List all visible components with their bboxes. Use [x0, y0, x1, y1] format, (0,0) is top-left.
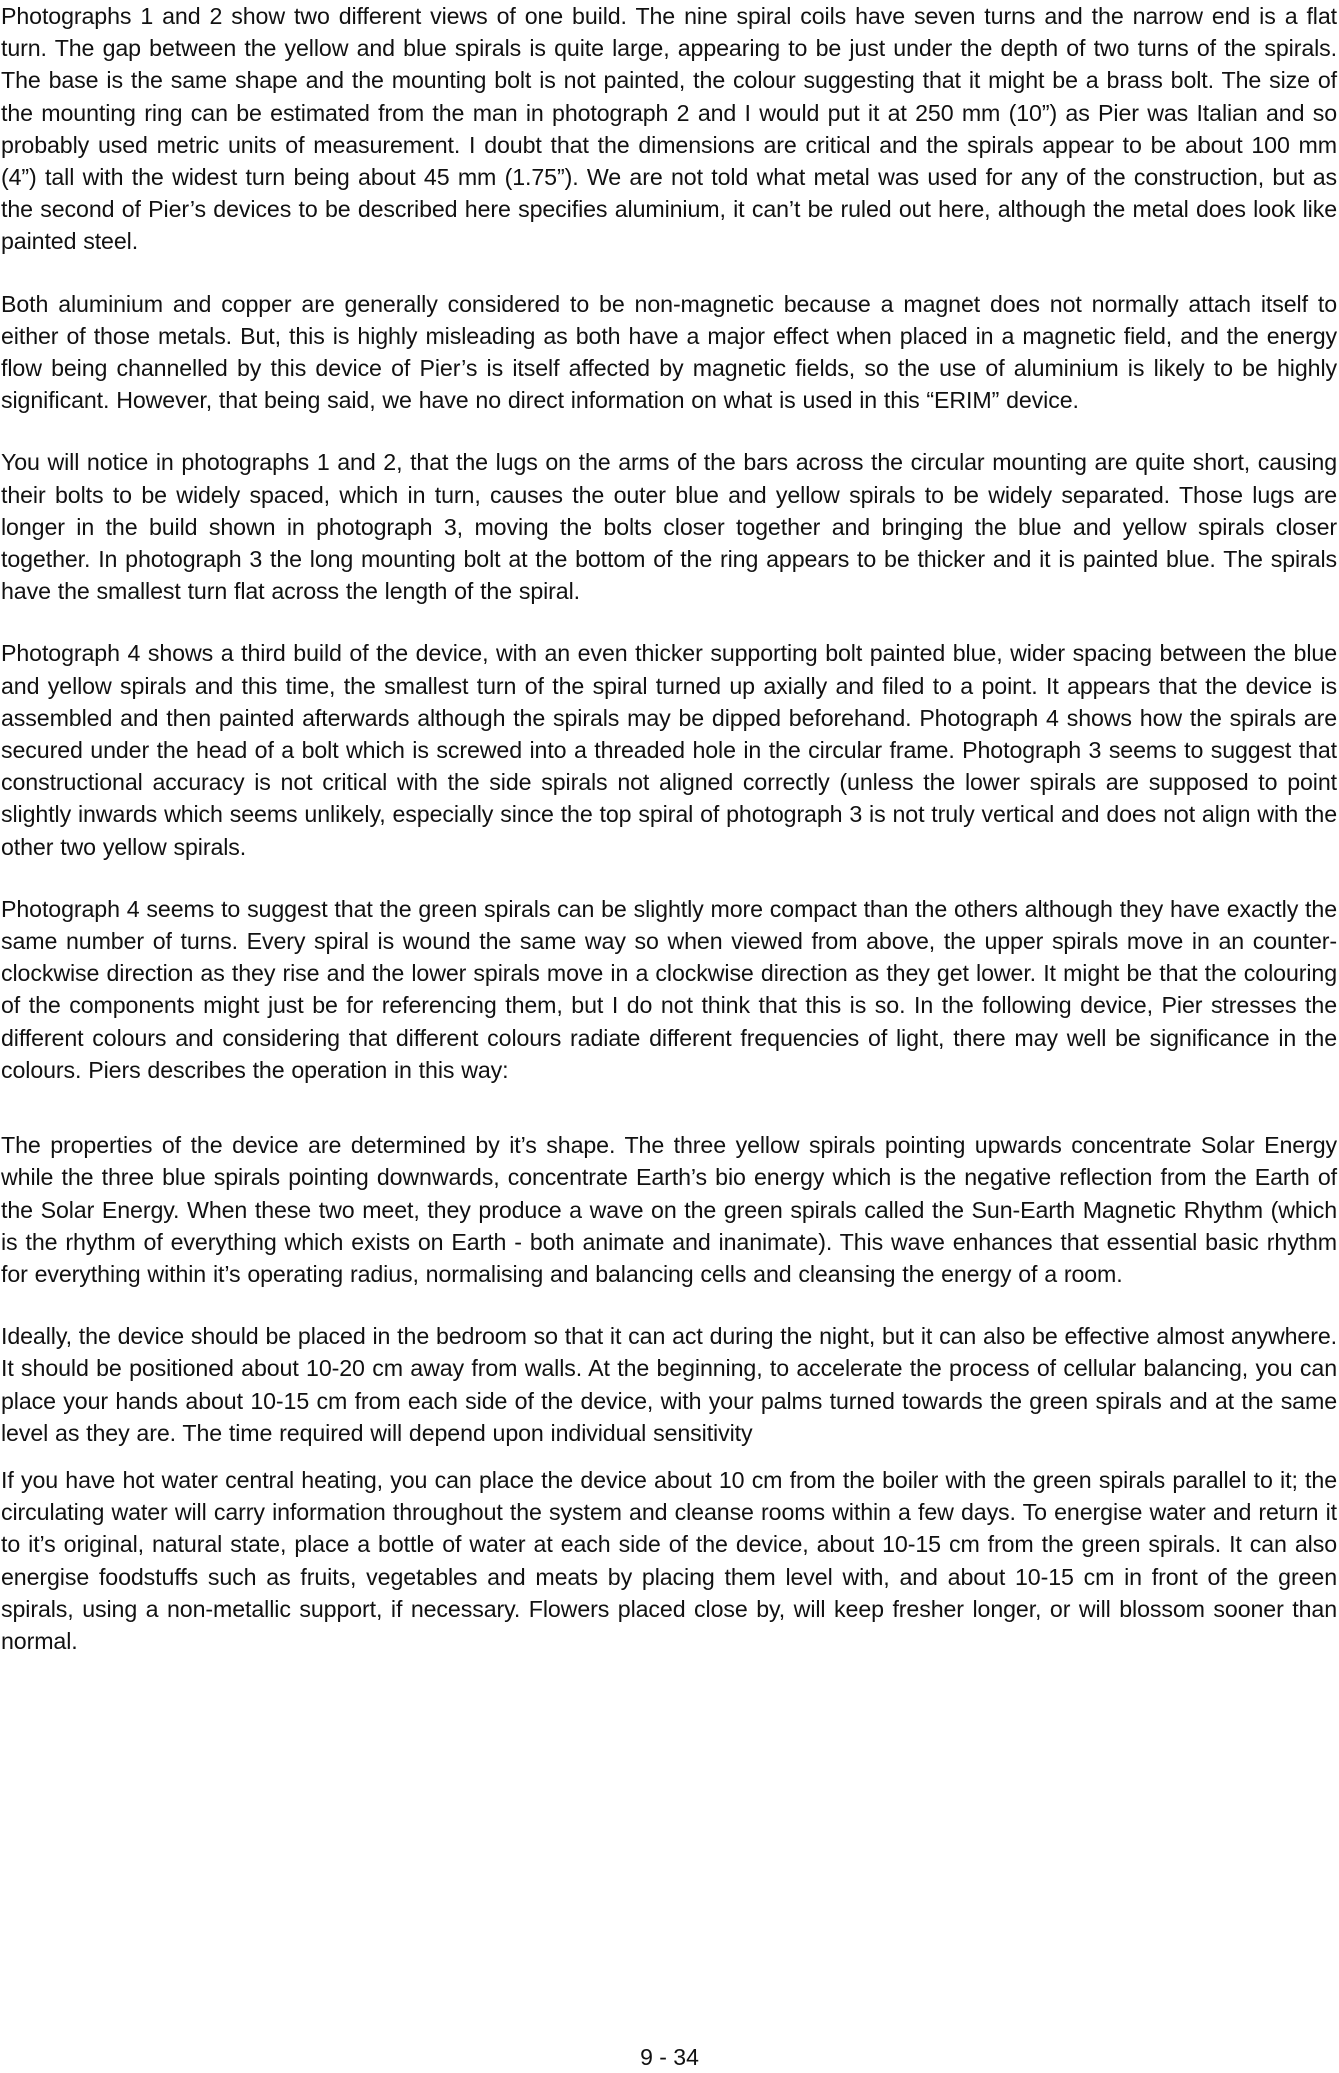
document-body: [1, 0, 1337, 1657]
paragraph-lugs-photograph-3: You will notice in photographs 1 and 2, that the lugs on the arms of the bars across the circular mounting are quite short, causing their bolts to be widely spaced, which in turn, causes the outer blue and yellow spirals to be widely separated. Those lugs are longer in the build shown in photograph 3, moving the bolts closer together and bringing the blue and yellow spirals closer together. In photograph 3 the long mounting bolt at the bottom of the ring appears to be thicker and it is painted blue. The spirals have the smallest turn flat across the length of the spiral.: [1, 449, 1337, 605]
paragraph-device-properties: The properties of the device are determined by it’s shape. The three yellow spirals pointing upwards concentrate Solar Energy while the three blue spirals pointing downwards, concentrate Earth’s bio energy which is the negative reflection from the Earth of the Solar Energy. When these two meet, they produce a wave on the green spirals called the Sun-Earth Magnetic Rhythm (which is the rhythm of everything which exists on Earth - both animate and inanimate). This wave enhances that essential basic rhythm for everything within it’s operating radius, normalising and balancing cells and cleansing the energy of a room.: [1, 1132, 1337, 1287]
paragraph-spacer: [1, 1290, 1337, 1320]
paragraph-spacer: [1, 416, 1337, 446]
paragraph-spacer: [1, 607, 1337, 637]
paragraph-aluminium-copper: Both aluminium and copper are generally considered to be non-magnetic because a magnet does not normally attach itself to either of those metals. But, this is highly misleading as both have a major effect when placed in a magnetic field, and the energy flow being channelled by this device of Pier’s is itself affected by magnetic fields, so the use of aluminium is likely to be highly significant. However, that being said, we have no direct information on what is used in this “ERIM” device.: [1, 290, 1337, 414]
paragraph-spacer: [1, 258, 1337, 288]
paragraph-spacer: [1, 1086, 1337, 1129]
paragraph-photograph-4-build: Photograph 4 shows a third build of the device, with an even thicker supporting bolt painted blue, wider spacing between the blue and yellow spirals and this time, the smallest turn of the spiral turned up axially and filed to a point. It appears that the device is assembled and then painted afterwards although the spirals may be dipped beforehand. Photograph 4 shows how the spirals are secured under the head of a bolt which is screwed into a threaded hole in the circular frame. Photograph 3 seems to suggest that constructional accuracy is not critical with the side spirals not aligned correctly (unless the lower spirals are supposed to point slightly inwards which seems unlikely, especially since the top spiral of photograph 3 is not truly vertical and does not align with the other two yellow spirals.: [1, 640, 1337, 860]
paragraph-bedroom-placement: Ideally, the device should be placed in the bedroom so that it can act during the night, but it can also be effective almost anywhere. It should be positioned about 10-20 cm away from walls. At the beginning, to accelerate the process of cellular balancing, you can place your hands about 10-15 cm from each side of the device, with your palms turned towards the green spirals and at the same level as they are. The time required will depend upon individual sensitivity: [1, 1323, 1337, 1446]
page-number: 9 - 34: [640, 2044, 699, 2070]
paragraph-central-heating: If you have hot water central heating, you can place the device about 10 cm from the boiler with the green spirals parallel to it; the circulating water will carry information throughout the system and cleanse rooms within a few days. To energise water and return it to it’s original, natural state, place a bottle of water at each side of the device, about 10-15 cm from the green spirals. It can also energise foodstuffs such as fruits, vegetables and meats by placing them level with, and about 10-15 cm in front of the green spirals, using a non-metallic support, if necessary. Flowers placed close by, will keep fresher longer, or will blossom sooner than normal.: [1, 1466, 1337, 1654]
paragraph-spacer: [1, 1449, 1337, 1464]
paragraph-photographs-1-2: Photographs 1 and 2 show two different views of one build. The nine spiral coils have seven turns and the narrow end is a flat turn. The gap between the yellow and blue spirals is quite large, appearing to be just under the depth of two turns of the spirals. The base is the same shape and the mounting bolt is not painted, the colour suggesting that it might be a brass bolt. The size of the mounting ring can be estimated from the man in photograph 2 and I would put it at 250 mm (10”) as Pier was Italian and so probably used metric units of measurement. I doubt that the dimensions are critical and the spirals appear to be about 100 mm (4”) tall with the widest turn being about 45 mm (1.75”). We are not told what metal was used for any of the construction, but as the second of Pier’s devices to be described here specifies aluminium, it can’t be ruled out here, although the metal does look like painted steel.: [1, 3, 1337, 255]
paragraph-green-spirals: Photograph 4 seems to suggest that the green spirals can be slightly more compact than the others although they have exactly the same number of turns. Every spiral is wound the same way so when viewed from above, the upper spirals move in an counter-clockwise direction as they rise and the lower spirals move in a clockwise direction as they get lower. It might be that the colouring of the components might just be for referencing them, but I do not think that this is so. In the following device, Pier stresses the different colours and considering that different colours radiate different frequencies of light, there may well be significance in the colours. Piers describes the operation in this way:: [1, 895, 1337, 1083]
paragraph-spacer: [1, 863, 1337, 893]
